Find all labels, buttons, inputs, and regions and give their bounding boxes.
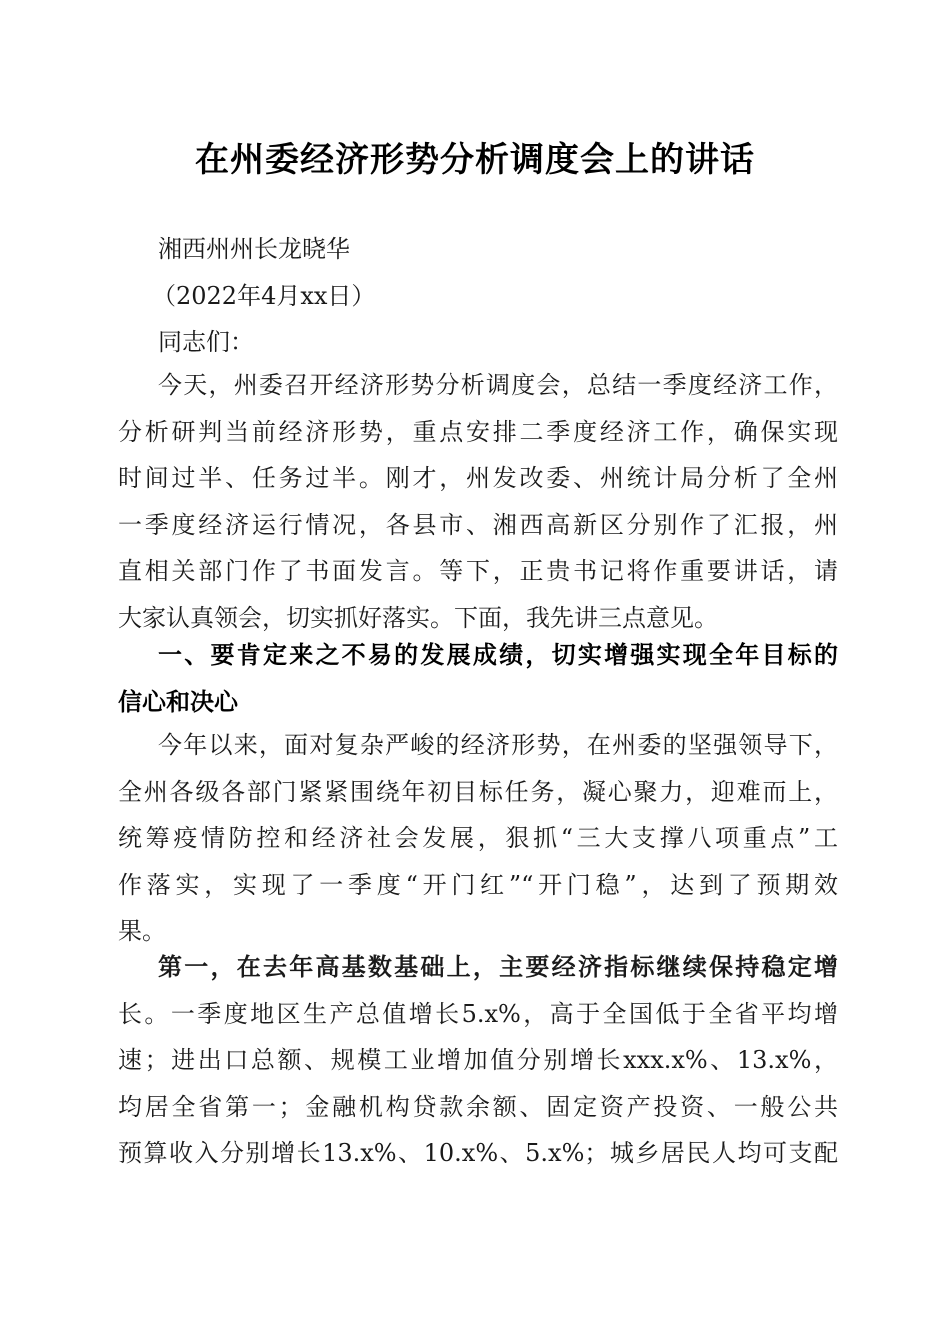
paragraph-intro	[118, 362, 838, 641]
paragraph-line: 直相关部门作了书面发言。等下，正贵书记将作重要讲话，请	[118, 557, 838, 585]
date-line: （2022年4月xx日）	[152, 282, 376, 310]
paragraph-line	[118, 944, 838, 991]
heading-line: 一、要肯定来之不易的发展成绩，切实增强实现全年目标的	[158, 641, 838, 669]
paragraph-line: 大家认真领会，切实抓好落实。下面，我先讲三点意见。	[118, 603, 718, 632]
paragraph-line: 全州各级各部门紧紧围绕年初目标任务，凝心聚力，迎难而上，	[118, 777, 838, 806]
paragraph-achievements	[118, 722, 838, 955]
paragraph-line: 今年以来，面对复杂严峻的经济形势，在州委的坚强领导下，	[158, 731, 838, 759]
paragraph-line: 果。	[118, 917, 166, 945]
heading-line: 信心和决心	[118, 687, 238, 716]
paragraph-line: 长。一季度地区生产总值增长5.x%，高于全国低于全省平均增	[118, 999, 838, 1028]
author-line: 湘西州州长龙晓华	[158, 235, 350, 263]
paragraph-line: 统筹疫情防控和经济社会发展，狠抓“三大支撑八项重点”工	[118, 824, 838, 852]
section-heading-1	[118, 632, 838, 725]
paragraph-line: 今天，州委召开经济形势分析调度会，总结一季度经济工作，	[158, 371, 838, 399]
salutation: 同志们：	[158, 328, 254, 356]
paragraph-line: 作落实，实现了一季度“开门红”“开门稳”，达到了预期效	[118, 870, 838, 899]
paragraph-line: 分析研判当前经济形势，重点安排二季度经济工作，确保实现	[118, 417, 838, 446]
paragraph-line: 速；进出口总额、规模工业增加值分别增长xxx.x%、13.x%，	[118, 1046, 838, 1074]
paragraph-line: 时间过半、任务过半。刚才，州发改委、州统计局分析了全州	[118, 464, 838, 492]
paragraph-line: 均居全省第一；金融机构贷款余额、固定资产投资、一般公共	[118, 1092, 838, 1121]
paragraph-indicators	[118, 944, 838, 1177]
document-title: 在州委经济形势分析调度会上的讲话	[195, 140, 755, 180]
indicator-lead: 第一，在去年高基数基础上，主要经济指标继续保持稳定增	[158, 952, 838, 981]
paragraph-line: 一季度经济运行情况，各县市、湘西高新区分别作了汇报，州	[118, 510, 838, 539]
paragraph-line: 预算收入分别增长13.x%、10.x%、5.x%；城乡居民人均可支配	[118, 1139, 838, 1167]
